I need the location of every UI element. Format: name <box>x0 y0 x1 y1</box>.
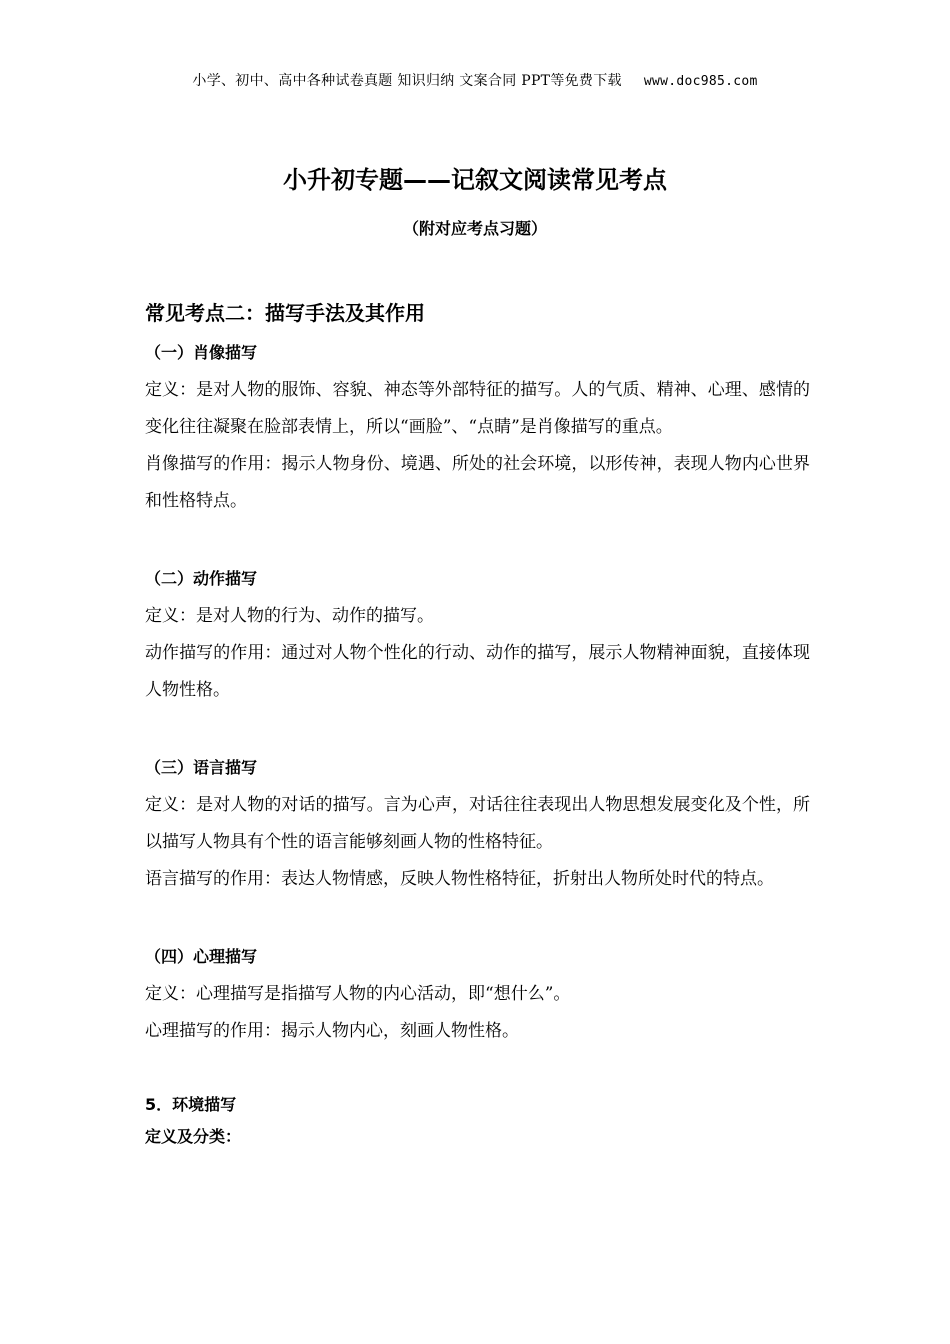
effect-paragraph: 语言描写的作用：表达人物情感，反映人物性格特征，折射出人物所处时代的特点。 <box>145 869 774 889</box>
effect-paragraph: 心理描写的作用：揭示人物内心，刻画人物性格。 <box>145 1021 519 1041</box>
document-subtitle: （附对应考点习题） <box>402 219 547 238</box>
definition-paragraph: 定义：心理描写是指描写人物的内心活动，即“想什么”。 <box>145 984 571 1004</box>
effect-paragraph: 肖像描写的作用：揭示人物身份、境遇、所处的社会环境，以形传神，表现人物内心世界和性格特点。 <box>145 454 810 511</box>
definition-paragraph: 定义：是对人物的服饰、容貌、神态等外部特征的描写。人的气质、精神、心理、感情的变化往往凝聚在脸部表情上，所以“画脸”、“点睛”是肖像描写的重点。 <box>145 380 810 437</box>
definition-paragraph: 定义：是对人物的行为、动作的描写。 <box>145 606 434 626</box>
subsection-heading: （一）肖像描写 <box>145 343 258 362</box>
subsection-language <box>145 755 810 898</box>
subsection-heading: 5．环境描写 <box>145 1095 237 1114</box>
subsection-action <box>145 566 810 709</box>
page-header <box>0 70 950 90</box>
subsection-heading: （三）语言描写 <box>145 758 258 777</box>
subsection-heading: （四）心理描写 <box>145 947 258 966</box>
subsection-heading: （二）动作描写 <box>145 569 258 588</box>
subsection-psychology <box>145 944 810 1050</box>
effect-paragraph: 动作描写的作用：通过对人物个性化的行动、动作的描写，展示人物精神面貌，直接体现人物性格。 <box>145 643 810 700</box>
definition-paragraph: 定义：是对人物的对话的描写。言为心声，对话往往表现出人物思想发展变化及个性，所以描写人物具有个性的语言能够刻画人物的性格特征。 <box>145 795 810 852</box>
definition-label: 定义及分类： <box>145 1127 242 1146</box>
document-body <box>145 296 810 1156</box>
header-site-link[interactable]: www.doc985.com <box>643 74 758 89</box>
subsection-environment <box>145 1092 810 1150</box>
section-heading: 常见考点二：描写手法及其作用 <box>145 301 425 325</box>
subsection-portrait <box>145 340 810 520</box>
document-title: 小升初专题——记叙文阅读常见考点 <box>283 166 667 194</box>
header-text: 小学、初中、高中各种试卷真题 知识归纳 文案合同 PPT等免费下载 <box>192 73 622 89</box>
